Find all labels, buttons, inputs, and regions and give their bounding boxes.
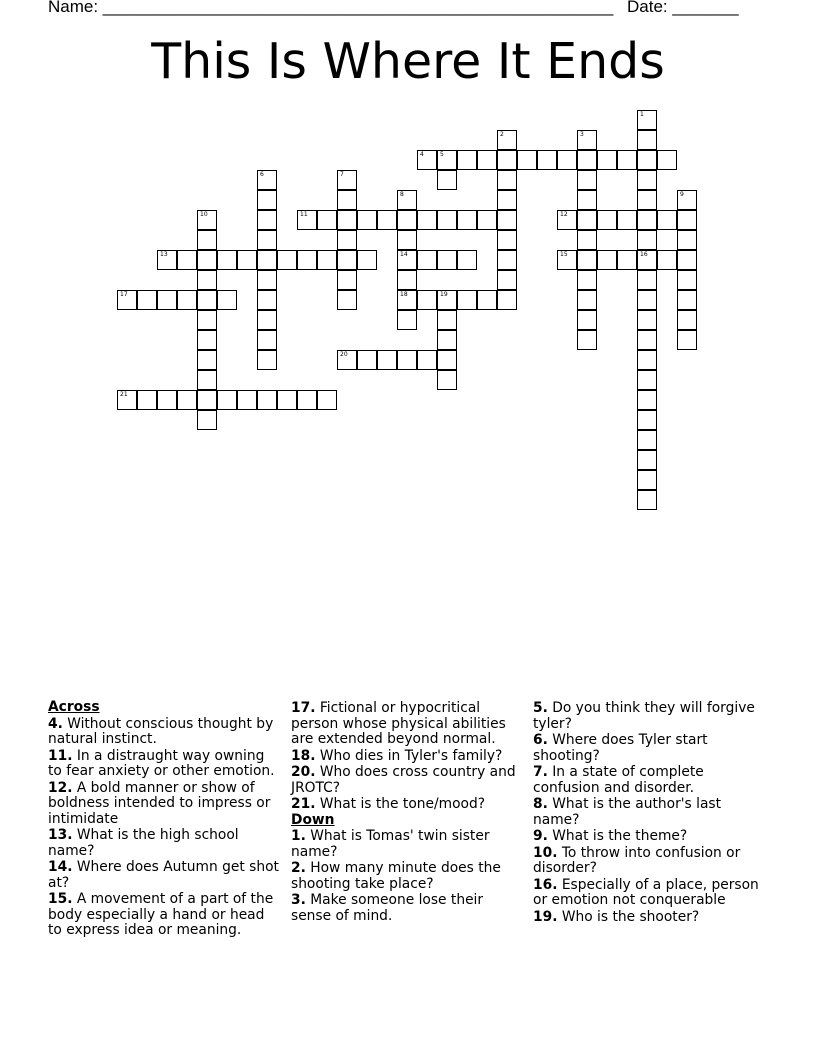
clue-number: 10. <box>533 844 558 861</box>
clue-text: Fictional or hypocritical person whose physical abilities are extended beyond normal. <box>291 700 506 747</box>
grid-cell[interactable] <box>497 190 517 210</box>
grid-cell[interactable] <box>597 250 617 270</box>
clue-text: Who is the shooter? <box>557 908 700 925</box>
clue-item <box>533 910 765 926</box>
cell-number: 3 <box>580 131 584 138</box>
clue-text: In a distraught way owning to fear anxiety or other emotion. <box>48 747 275 779</box>
grid-cell[interactable] <box>497 170 517 190</box>
grid-cell[interactable] <box>257 190 277 210</box>
name-field-label: Name: ______________________________________________________ <box>48 0 614 16</box>
grid-cell[interactable] <box>497 230 517 250</box>
grid-cell[interactable] <box>677 330 697 350</box>
grid-cell[interactable] <box>217 250 237 270</box>
cell-number: 18 <box>400 291 408 298</box>
grid-cell[interactable] <box>297 250 317 270</box>
clue-item <box>48 892 280 939</box>
grid-cell[interactable] <box>577 230 597 250</box>
clue-item <box>48 781 280 828</box>
grid-cell[interactable] <box>477 290 497 310</box>
clue-item <box>291 829 523 860</box>
grid-cell[interactable] <box>677 270 697 290</box>
grid-cell[interactable] <box>217 390 237 410</box>
grid-cell[interactable] <box>637 330 657 350</box>
clue-number: 2. <box>291 860 306 876</box>
grid-cell[interactable] <box>157 250 177 270</box>
grid-cell[interactable] <box>437 330 457 350</box>
grid-cell[interactable] <box>137 290 157 310</box>
grid-cell[interactable] <box>257 390 277 410</box>
grid-cell[interactable] <box>397 270 417 290</box>
grid-cell[interactable] <box>357 210 377 230</box>
grid-cell[interactable] <box>677 290 697 310</box>
grid-cell[interactable] <box>417 290 437 310</box>
grid-cell[interactable] <box>337 350 357 370</box>
grid-cell[interactable] <box>317 210 337 230</box>
cell-number: 13 <box>160 251 168 258</box>
clue-item <box>533 846 765 877</box>
grid-cell[interactable] <box>497 270 517 290</box>
grid-cell[interactable] <box>197 250 217 270</box>
clue-number: 11. <box>48 747 73 764</box>
grid-cell[interactable] <box>257 250 277 270</box>
cell-number: 9 <box>680 191 684 198</box>
grid-cell[interactable] <box>197 370 217 390</box>
grid-cell[interactable] <box>297 210 317 230</box>
clue-number: 4. <box>48 715 63 732</box>
grid-cell[interactable] <box>677 230 697 250</box>
clue-number: 18. <box>291 747 316 764</box>
grid-cell[interactable] <box>577 190 597 210</box>
cell-number: 14 <box>400 251 408 258</box>
grid-cell[interactable] <box>137 390 157 410</box>
grid-cell[interactable] <box>217 290 237 310</box>
grid-cell[interactable] <box>197 210 217 230</box>
grid-cell[interactable] <box>457 150 477 170</box>
cell-number: 2 <box>500 131 504 138</box>
cell-number: 15 <box>560 251 568 258</box>
clue-text: How many minute does the shooting take place? <box>291 860 501 892</box>
grid-cell[interactable] <box>497 250 517 270</box>
grid-cell[interactable] <box>157 290 177 310</box>
clue-column-2 <box>291 700 523 924</box>
clue-text: Who does cross country and JROTC? <box>291 764 516 796</box>
grid-cell[interactable] <box>437 250 457 270</box>
grid-cell[interactable] <box>637 210 657 230</box>
grid-cell[interactable] <box>617 250 637 270</box>
grid-cell[interactable] <box>197 390 217 410</box>
clue-item <box>533 829 765 845</box>
clue-text: Where does Tyler start shooting? <box>533 732 708 764</box>
grid-cell[interactable] <box>357 250 377 270</box>
clue-item <box>291 701 523 748</box>
clue-text: What is the author's last name? <box>533 796 722 828</box>
grid-cell[interactable] <box>337 250 357 270</box>
grid-cell[interactable] <box>257 170 277 190</box>
grid-cell[interactable] <box>497 130 517 150</box>
grid-cell[interactable] <box>437 210 457 230</box>
grid-cell[interactable] <box>177 390 197 410</box>
grid-cell[interactable] <box>657 150 677 170</box>
grid-cell[interactable] <box>337 210 357 230</box>
grid-cell[interactable] <box>637 410 657 430</box>
grid-cell[interactable] <box>257 350 277 370</box>
grid-cell[interactable] <box>457 210 477 230</box>
grid-cell[interactable] <box>597 210 617 230</box>
grid-cell[interactable] <box>557 210 577 230</box>
grid-cell[interactable] <box>577 290 597 310</box>
grid-cell[interactable] <box>637 270 657 290</box>
clue-number: 5. <box>533 700 548 716</box>
grid-cell[interactable] <box>617 150 637 170</box>
clue-item <box>291 861 523 892</box>
clue-text: Do you think they will forgive tyler? <box>533 700 755 732</box>
cell-number: 7 <box>340 171 344 178</box>
grid-cell[interactable] <box>277 390 297 410</box>
grid-cell[interactable] <box>197 310 217 330</box>
grid-cell[interactable] <box>237 250 257 270</box>
grid-cell[interactable] <box>417 150 437 170</box>
grid-cell[interactable] <box>637 430 657 450</box>
grid-cell[interactable] <box>617 210 637 230</box>
grid-cell[interactable] <box>577 250 597 270</box>
grid-cell[interactable] <box>257 270 277 290</box>
grid-cell[interactable] <box>657 210 677 230</box>
clue-item <box>291 765 523 796</box>
grid-cell[interactable] <box>497 290 517 310</box>
grid-cell[interactable] <box>637 150 657 170</box>
cell-number: 20 <box>340 351 348 358</box>
clue-text: Who dies in Tyler's family? <box>315 747 503 764</box>
grid-cell[interactable] <box>437 370 457 390</box>
clue-text: A movement of a part of the body especially a hand or head to express idea or meaning. <box>48 891 274 938</box>
grid-cell[interactable] <box>377 350 397 370</box>
grid-cell[interactable] <box>337 170 357 190</box>
clue-number: 12. <box>48 779 73 796</box>
grid-cell[interactable] <box>677 310 697 330</box>
clue-number: 13. <box>48 827 73 843</box>
grid-cell[interactable] <box>117 390 137 410</box>
clue-text: What is Tomas' twin sister name? <box>291 828 490 860</box>
grid-cell[interactable] <box>197 270 217 290</box>
clue-item <box>533 733 765 764</box>
clue-item <box>533 797 765 828</box>
grid-cell[interactable] <box>637 390 657 410</box>
clue-column-1 <box>48 700 280 939</box>
grid-cell[interactable] <box>677 250 697 270</box>
grid-cell[interactable] <box>317 250 337 270</box>
cell-number: 12 <box>560 211 568 218</box>
cell-number: 6 <box>260 171 264 178</box>
clue-number: 1. <box>291 828 306 844</box>
grid-cell[interactable] <box>457 290 477 310</box>
grid-cell[interactable] <box>317 390 337 410</box>
grid-cell[interactable] <box>417 210 437 230</box>
grid-cell[interactable] <box>597 150 617 170</box>
clue-item <box>291 893 523 924</box>
clue-item <box>48 717 280 748</box>
grid-cell[interactable] <box>477 150 497 170</box>
clue-text: Especially of a place, person or emotion not conquerable <box>533 876 759 908</box>
clue-number: 21. <box>291 796 316 812</box>
grid-cell[interactable] <box>297 390 317 410</box>
grid-cell[interactable] <box>437 150 457 170</box>
grid-cell[interactable] <box>637 130 657 150</box>
grid-cell[interactable] <box>457 250 477 270</box>
grid-cell[interactable] <box>577 130 597 150</box>
clue-item <box>533 701 765 732</box>
grid-cell[interactable] <box>577 170 597 190</box>
cell-number: 11 <box>300 211 308 218</box>
grid-cell[interactable] <box>257 310 277 330</box>
grid-cell[interactable] <box>197 330 217 350</box>
grid-cell[interactable] <box>577 270 597 290</box>
grid-cell[interactable] <box>337 190 357 210</box>
clue-item <box>48 828 280 859</box>
grid-cell[interactable] <box>257 290 277 310</box>
grid-cell[interactable] <box>277 250 297 270</box>
grid-cell[interactable] <box>437 350 457 370</box>
grid-cell[interactable] <box>257 230 277 250</box>
grid-cell[interactable] <box>577 150 597 170</box>
cell-number: 1 <box>640 111 644 118</box>
grid-cell[interactable] <box>637 370 657 390</box>
clue-text: What is the tone/mood? <box>315 796 486 812</box>
grid-cell[interactable] <box>677 210 697 230</box>
grid-cell[interactable] <box>637 470 657 490</box>
grid-cell[interactable] <box>377 210 397 230</box>
clue-number: 8. <box>533 796 548 812</box>
grid-cell[interactable] <box>197 290 217 310</box>
cell-number: 21 <box>120 391 128 398</box>
clue-number: 17. <box>291 700 316 716</box>
grid-cell[interactable] <box>257 210 277 230</box>
grid-cell[interactable] <box>177 250 197 270</box>
grid-cell[interactable] <box>397 230 417 250</box>
grid-cell[interactable] <box>557 150 577 170</box>
clue-heading: Down <box>291 811 335 828</box>
grid-cell[interactable] <box>577 330 597 350</box>
grid-cell[interactable] <box>417 250 437 270</box>
grid-cell[interactable] <box>337 230 357 250</box>
grid-cell[interactable] <box>497 150 517 170</box>
clue-text: What is the high school name? <box>48 827 239 859</box>
grid-cell[interactable] <box>577 310 597 330</box>
grid-cell[interactable] <box>357 350 377 370</box>
clue-item <box>291 797 523 813</box>
grid-cell[interactable] <box>397 290 417 310</box>
clue-number: 15. <box>48 891 73 907</box>
clue-text: Make someone lose their sense of mind. <box>291 892 484 924</box>
grid-cell[interactable] <box>417 350 437 370</box>
clue-number: 3. <box>291 892 306 908</box>
grid-cell[interactable] <box>477 210 497 230</box>
grid-cell[interactable] <box>637 230 657 250</box>
clue-item <box>533 765 765 796</box>
date-field-label: Date: _______ <box>627 0 739 16</box>
grid-cell[interactable] <box>517 150 537 170</box>
grid-cell[interactable] <box>437 290 457 310</box>
grid-cell[interactable] <box>637 310 657 330</box>
grid-cell[interactable] <box>397 190 417 210</box>
grid-cell[interactable] <box>437 170 457 190</box>
grid-cell[interactable] <box>637 350 657 370</box>
clue-text: Where does Autumn get shot at? <box>48 859 279 891</box>
grid-cell[interactable] <box>257 330 277 350</box>
cell-number: 16 <box>640 251 648 258</box>
grid-cell[interactable] <box>237 390 257 410</box>
grid-cell[interactable] <box>177 290 197 310</box>
clue-number: 7. <box>533 764 548 780</box>
grid-cell[interactable] <box>557 250 577 270</box>
cell-number: 17 <box>120 291 128 298</box>
grid-cell[interactable] <box>197 230 217 250</box>
clue-text: A bold manner or show of boldness intended to impress or intimidate <box>48 779 271 827</box>
grid-cell[interactable] <box>637 490 657 510</box>
cell-number: 8 <box>400 191 404 198</box>
grid-cell[interactable] <box>117 290 137 310</box>
clue-text: In a state of complete confusion and disorder. <box>533 764 704 796</box>
grid-cell[interactable] <box>637 190 657 210</box>
grid-cell[interactable] <box>677 190 697 210</box>
grid-cell[interactable] <box>637 170 657 190</box>
cell-number: 19 <box>440 291 448 298</box>
grid-cell[interactable] <box>197 350 217 370</box>
clue-item <box>291 749 523 765</box>
clue-number: 14. <box>48 859 73 875</box>
grid-cell[interactable] <box>497 210 517 230</box>
grid-cell[interactable] <box>437 310 457 330</box>
grid-cell[interactable] <box>637 250 657 270</box>
clue-number: 6. <box>533 732 548 748</box>
cell-number: 4 <box>420 151 424 158</box>
clue-item <box>48 860 280 891</box>
clue-text: What is the theme? <box>547 828 688 844</box>
grid-cell[interactable] <box>197 410 217 430</box>
clue-number: 20. <box>291 764 316 780</box>
grid-cell[interactable] <box>637 290 657 310</box>
cell-number: 10 <box>200 211 208 218</box>
page-title: This Is Where It Ends <box>151 33 665 90</box>
clue-column-3 <box>533 700 765 925</box>
grid-cell[interactable] <box>637 450 657 470</box>
clue-item <box>48 749 280 780</box>
grid-cell[interactable] <box>637 110 657 130</box>
grid-cell[interactable] <box>577 210 597 230</box>
grid-cell[interactable] <box>337 270 357 290</box>
grid-cell[interactable] <box>337 290 357 310</box>
cell-number: 5 <box>440 151 444 158</box>
grid-cell[interactable] <box>397 250 417 270</box>
clue-number: 9. <box>533 828 548 844</box>
grid-cell[interactable] <box>397 310 417 330</box>
clue-number: 19. <box>533 908 558 925</box>
grid-cell[interactable] <box>537 150 557 170</box>
clue-text: Without conscious thought by natural instinct. <box>48 715 274 747</box>
clue-number: 16. <box>533 876 558 893</box>
clue-heading: Across <box>48 699 100 715</box>
grid-cell[interactable] <box>397 350 417 370</box>
clue-item <box>533 878 765 909</box>
clue-text: To throw into confusion or disorder? <box>533 844 741 876</box>
grid-cell[interactable] <box>397 210 417 230</box>
grid-cell[interactable] <box>657 250 677 270</box>
grid-cell[interactable] <box>157 390 177 410</box>
